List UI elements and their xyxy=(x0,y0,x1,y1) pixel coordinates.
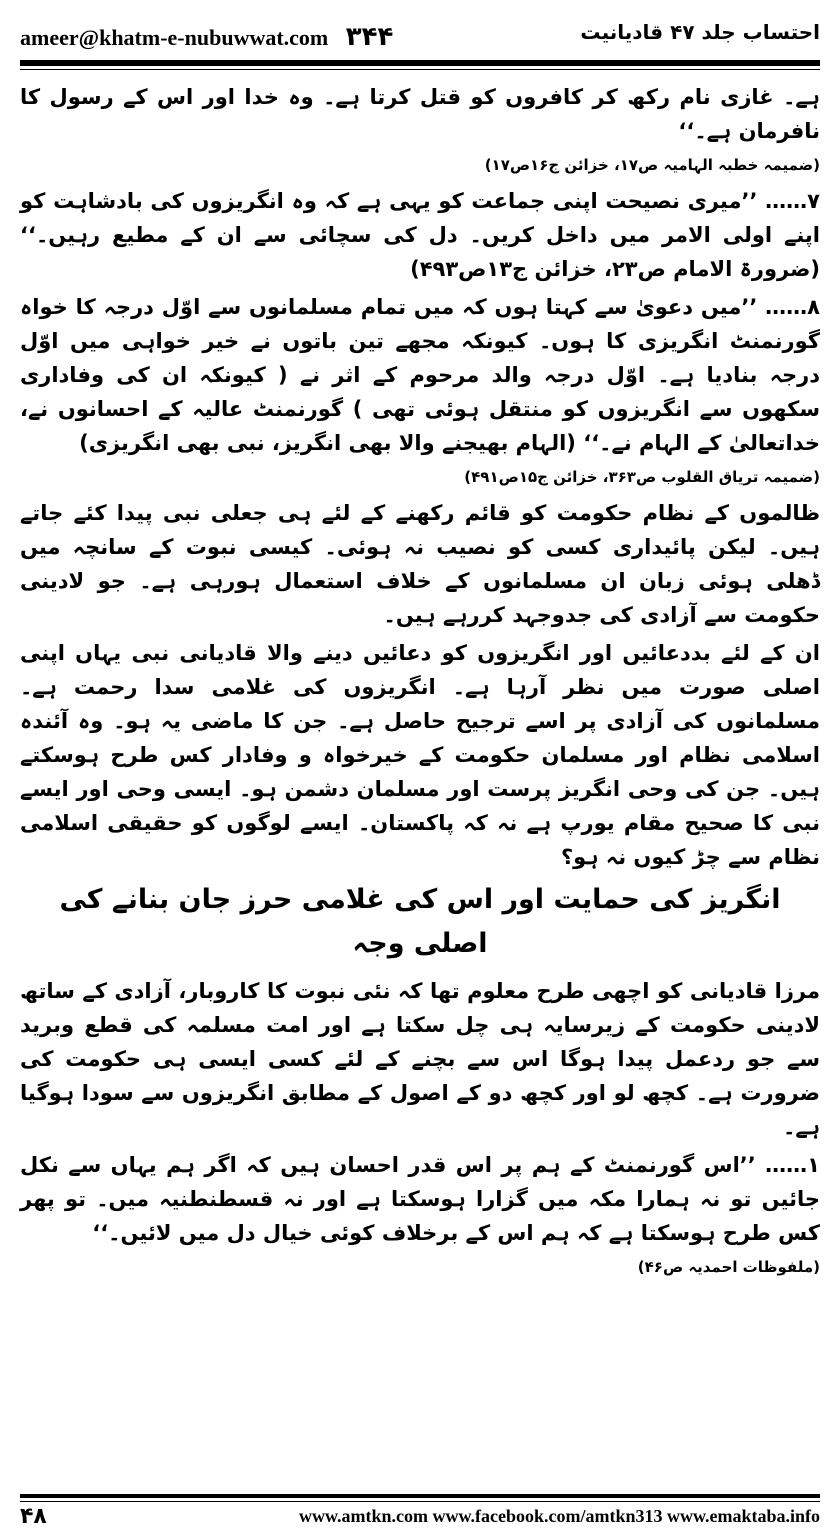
header-left xyxy=(20,22,393,52)
footer-page-number: ۴۸ xyxy=(20,1504,47,1529)
reference-1: (ضمیمہ خطبہ الہامیہ ص۱۷، خزائن ج۱۶ص۱۷) xyxy=(484,156,820,174)
footer-links[interactable]: www.amtkn.com www.facebook.com/amtkn313 www.emaktaba.info xyxy=(299,1506,820,1526)
header-rule-thick xyxy=(20,60,820,66)
paragraph-1: ہے۔ غازی نام رکھ کر کافروں کو قتل کرتا ہے۔ وہ خدا اور اس کے رسول کا نافرمان ہے۔‘‘ xyxy=(20,85,820,143)
footer-rule-thick xyxy=(20,1494,820,1498)
page-header xyxy=(20,14,820,64)
paragraph-quote-7: ۷…… ’’میری نصیحت اپنی جماعت کو یہی ہے کہ وہ انگریزوں کی بادشاہت کو اپنے اولی الامر میں داخل کریں۔ دل کی سچائی سے ان کے مطیع رہیں۔‘‘ (ضرورۃ الامام ص۲۳، خزائن ج۱۳ص۴۹۳) xyxy=(20,189,820,281)
section-heading: انگریز کی حمایت اور اس کی غلامی حرز جان بنانے کی اصلی وجہ xyxy=(59,884,781,959)
header-book-title: احتساب جلد ۴۷ قادیانیت xyxy=(580,20,820,44)
header-email[interactable]: ameer@khatm-e-nubuwwat.com xyxy=(20,25,329,50)
paragraph-4: مرزا قادیانی کو اچھی طرح معلوم تھا کہ نئی نبوت کا کاروبار، آزادی کے ساتھ لادینی حکومت کے زیرسایہ ہی چل سکتا ہے اور امت مسلمہ کی قطع وبرید سے جو ردعمل پیدا ہوگا اس سے بچنے کے لئے کسی ایسی ہی حکومت کی ضرورت ہے۔ کچھ لو اور کچھ دو کے اصول کے مطابق انگریزوں سے سودا ہوگیا ہے۔ xyxy=(20,979,820,1139)
page-footer xyxy=(20,1494,820,1530)
page-body xyxy=(20,80,820,1286)
header-rule-thin xyxy=(20,69,820,70)
reference-2: (ضمیمہ تریاق القلوب ص۳۶۳، خزائن ج۱۵ص۴۹۱) xyxy=(464,468,820,486)
paragraph-2: ظالموں کے نظام حکومت کو قائم رکھنے کے لئے ہی جعلی نبی پیدا کئے جاتے ہیں۔ لیکن پائیداری کسی کو نصیب نہ ہوئی۔ کیسی نبوت کے سانچہ میں ڈھلی ہوئی زبان ان مسلمانوں کے خلاف استعمال ہورہی ہے۔ جو لادینی حکومت سے آزادی کی جدوجہد کررہے ہیں۔ xyxy=(20,501,820,627)
paragraph-quote-8: ۸…… ’’میں دعویٰ سے کہتا ہوں کہ میں تمام مسلمانوں سے اوّل درجہ کا خواہ گورنمنٹ انگریزی کا ہوں۔ کیونکہ مجھے تین باتوں نے خیر خواہی میں اوّل درجہ بنادیا ہے۔ اوّل درجہ والد مرحوم کے اثر نے ( کیونکہ ان کی وفاداری سکھوں سے انگریزوں کو منتقل ہوئی تھی ) گورنمنٹ عالیہ کے احسانوں نے، خداتعالیٰ کے الہام نے۔‘‘ (الہام بھیجنے والا بھی انگریز، نبی بھی انگریزی) xyxy=(20,295,820,455)
paragraph-3: ان کے لئے بددعائیں اور انگریزوں کو دعائیں دینے والا قادیانی نبی یہاں اپنی اصلی صورت میں نظر آرہا ہے۔ انگریزوں کی غلامی سدا رحمت ہے۔ مسلمانوں کی آزادی پر اسے ترجیح حاصل ہے۔ جن کا ماضی یہ ہو۔ وہ آئندہ اسلامی نظام اور مسلمان حکومت کے خیرخواہ و وفادار کس طرح ہوسکتے ہیں۔ جن کی وحی انگریز پرست اور مسلمان دشمن ہو۔ ایسی وحی اور ایسے نبی کا صحیح مقام یورپ ہے نہ کہ پاکستان۔ ایسے لوگوں کو حقیقی اسلامی نظام سے چڑ کیوں نہ ہو؟ xyxy=(20,641,820,869)
reference-3: (ملفوظات احمدیہ ص۴۶) xyxy=(637,1258,820,1276)
paragraph-quote-1: ۱…… ’’اس گورنمنٹ کے ہم پر اس قدر احسان ہیں کہ اگر ہم یہاں سے نکل جائیں تو نہ ہمارا مکہ میں گزارا ہوسکتا ہے اور نہ قسطنطنیہ میں۔ تو پھر کس طرح ہوسکتا ہے کہ ہم اس کے برخلاف کوئی خیال دل میں لائیں۔‘‘ xyxy=(20,1153,820,1245)
header-page-number: ۳۴۴ xyxy=(345,22,394,52)
footer-rule-thin xyxy=(20,1501,820,1502)
